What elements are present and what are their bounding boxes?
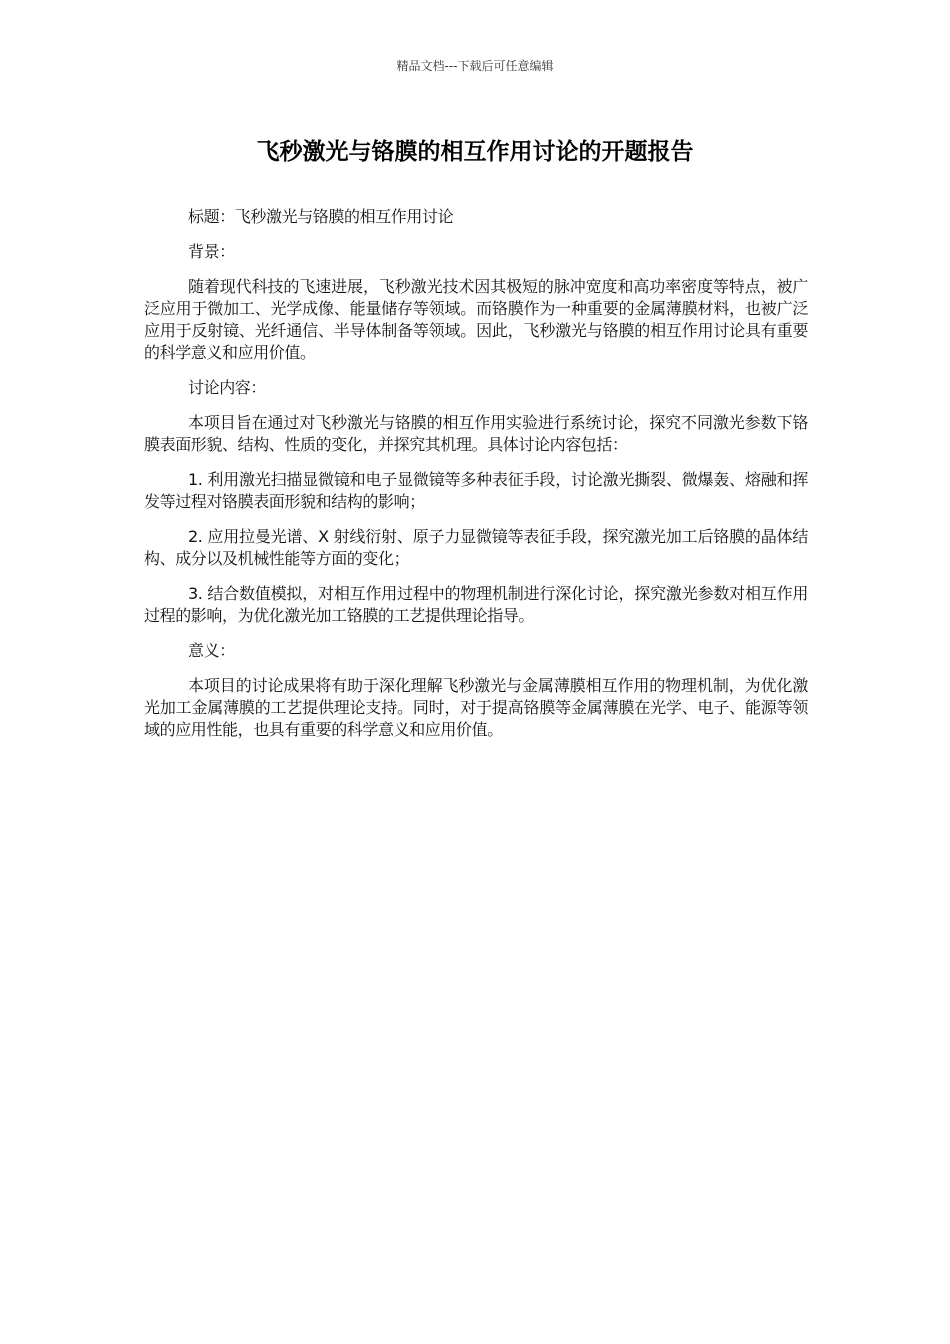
section-heading-content: 讨论内容： [188, 378, 267, 397]
background-paragraph: 随着现代科技的飞速进展，飞秒激光技术因其极短的脉冲宽度和高功率密度等特点，被广泛应用于微加工、光学成像、能量储存等领域。而铬膜作为一种重要的金属薄膜材料，也被广泛应用于反射镜、光纤通信、半导体制备等领域。因此，飞秒激光与铬膜的相互作用讨论具有重要的科学意义和应用价值。 [144, 277, 808, 362]
content-item-2: 2. 应用拉曼光谱、X 射线衍射、原子力显微镜等表征手段，探究激光加工后铬膜的晶体结构、成分以及机械性能等方面的变化； [144, 527, 808, 568]
title-line: 标题：飞秒激光与铬膜的相互作用讨论 [188, 207, 454, 226]
significance-paragraph: 本项目的讨论成果将有助于深化理解飞秒激光与金属薄膜相互作用的物理机制，为优化激光加工金属薄膜的工艺提供理论支持。同时，对于提高铬膜等金属薄膜在光学、电子、能源等领域的应用性能，也具有重要的科学意义和应用价值。 [144, 676, 808, 739]
section-heading-background: 背景： [188, 242, 235, 261]
header-note: 精品文档---下载后可任意编辑 [396, 59, 554, 73]
document-body [144, 206, 808, 754]
document-title: 飞秒激光与铬膜的相互作用讨论的开题报告 [256, 139, 694, 165]
content-intro-paragraph: 本项目旨在通过对飞秒激光与铬膜的相互作用实验进行系统讨论，探究不同激光参数下铬膜表面形貌、结构、性质的变化，并探究其机理。具体讨论内容包括： [144, 413, 808, 454]
content-item-3: 3. 结合数值模拟，对相互作用过程中的物理机制进行深化讨论，探究激光参数对相互作用过程的影响，为优化激光加工铬膜的工艺提供理论指导。 [144, 584, 808, 625]
content-item-1: 1. 利用激光扫描显微镜和电子显微镜等多种表征手段，讨论激光撕裂、微爆轰、熔融和挥发等过程对铬膜表面形貌和结构的影响； [144, 470, 808, 511]
section-heading-significance: 意义： [188, 641, 235, 660]
